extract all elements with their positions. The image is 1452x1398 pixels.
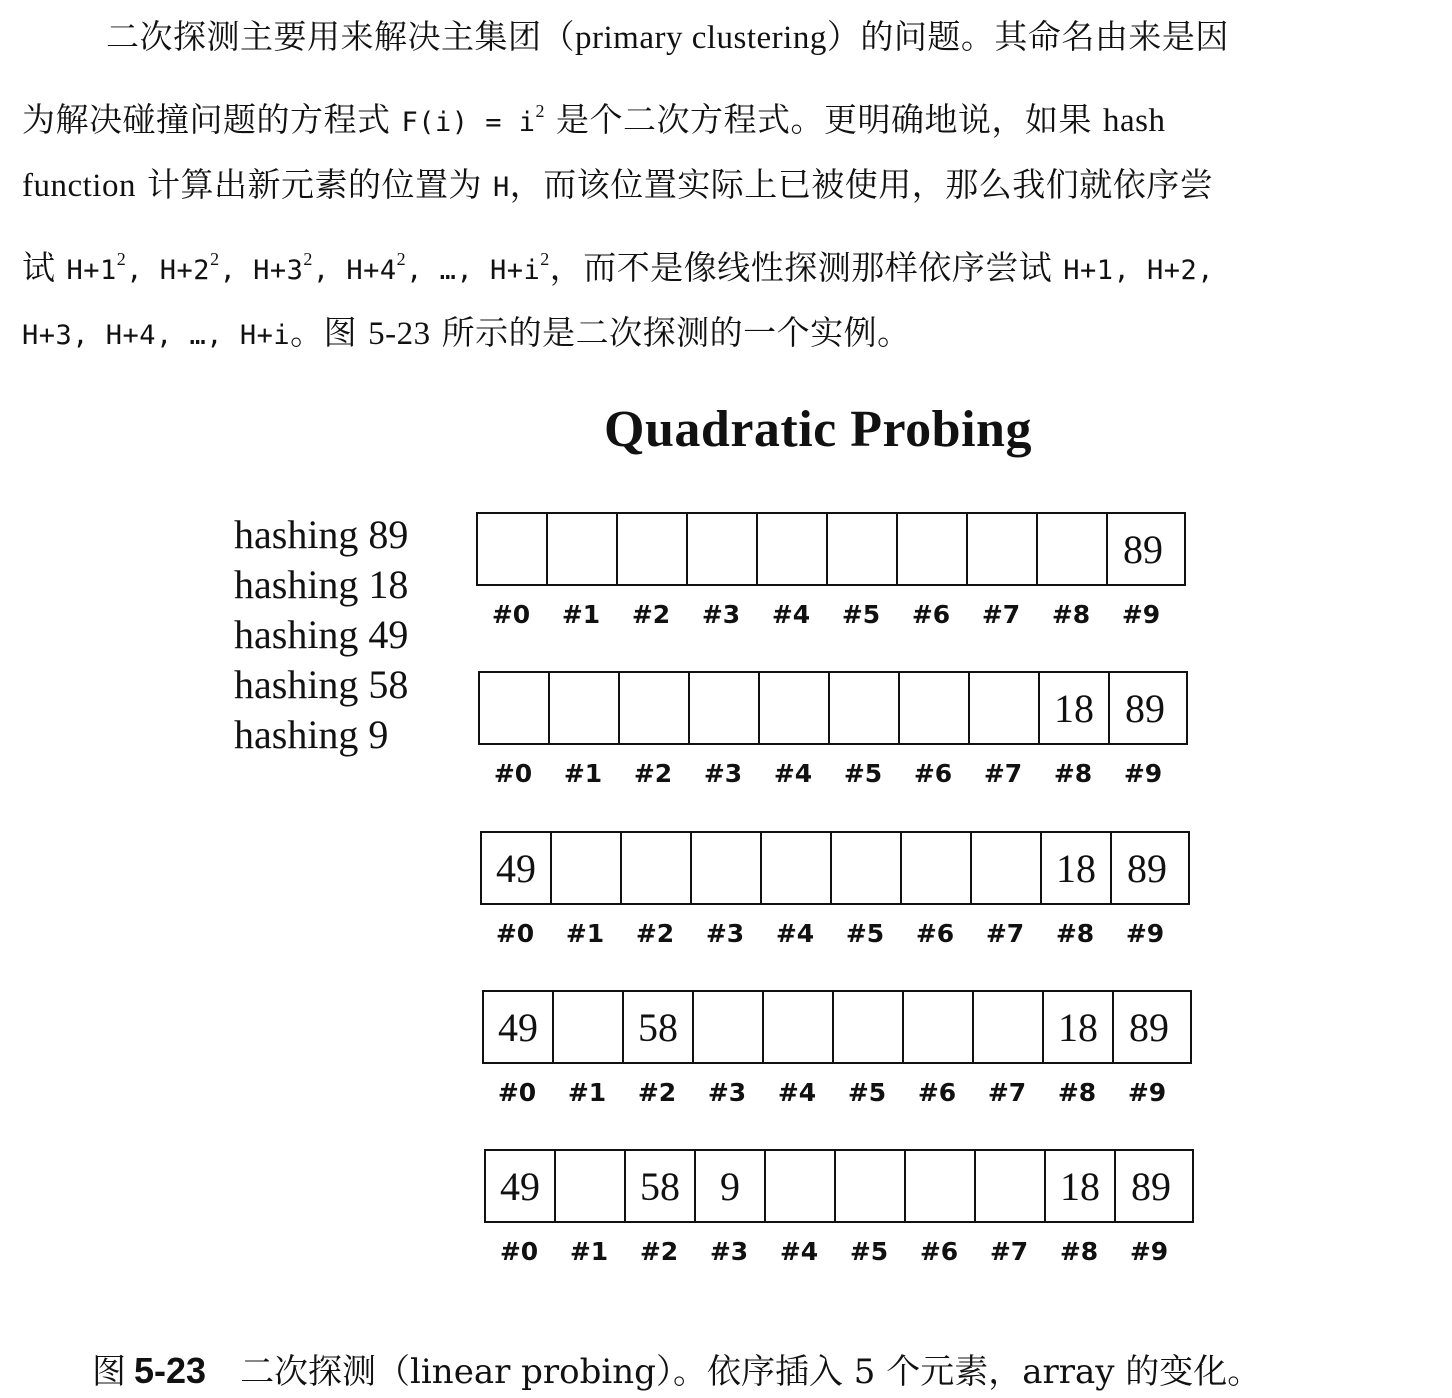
figure-title: Quadratic Probing — [604, 401, 1032, 458]
caption-text: 二次探测（linear probing）。依序插入 5 个元素，array 的变化。 — [240, 1352, 1262, 1392]
caption-number: 5-23 — [134, 1350, 207, 1391]
step-item: hashing 18 — [234, 562, 409, 607]
superscript: 2 — [116, 249, 127, 269]
index-label: #8 — [1059, 1237, 1099, 1266]
index-label: #0 — [493, 759, 533, 788]
array-cell — [902, 833, 972, 903]
array-cell — [480, 673, 550, 743]
text-run: , — [219, 255, 254, 286]
index-label: #0 — [495, 919, 535, 948]
array-cell — [478, 514, 548, 584]
formula-code: H — [492, 172, 510, 203]
index-label: #3 — [705, 919, 745, 948]
text-run: 所示的是二次探测的一个实例。 — [430, 313, 911, 352]
index-label: #2 — [635, 919, 675, 948]
index-label: #2 — [639, 1237, 679, 1266]
array-cell: 58 — [626, 1151, 696, 1221]
paragraph-line-1 — [22, 0, 1422, 74]
index-label: #1 — [565, 919, 605, 948]
array-cell — [1038, 514, 1108, 584]
index-label: #0 — [491, 600, 531, 629]
index-label: #1 — [561, 600, 601, 629]
array-cell: 89 — [1123, 526, 1163, 572]
formula-code: F(i) = i — [401, 107, 536, 138]
array-cells — [482, 990, 1192, 1064]
array-snapshot — [478, 671, 1198, 791]
text-run: ，而不是像线性探测那样依序尝试 — [549, 248, 1064, 287]
array-cell — [832, 833, 902, 903]
array-cell — [556, 1151, 626, 1221]
index-label: #2 — [631, 600, 671, 629]
index-label: #5 — [841, 600, 881, 629]
index-label: #4 — [775, 919, 815, 948]
figure-caption — [92, 1344, 1261, 1393]
array-snapshot — [476, 512, 1196, 632]
step-item: hashing 58 — [234, 662, 409, 707]
array-cell — [974, 992, 1044, 1062]
array-cell — [830, 673, 900, 743]
array-cell — [620, 673, 690, 743]
index-label: #8 — [1057, 1078, 1097, 1107]
array-cell — [554, 992, 624, 1062]
array-cell — [762, 833, 832, 903]
index-label: #0 — [499, 1237, 539, 1266]
index-label: #5 — [845, 919, 885, 948]
index-label: #2 — [633, 759, 673, 788]
superscript: 2 — [540, 249, 550, 269]
array-cell — [692, 833, 762, 903]
text-run-latin: function — [22, 168, 136, 204]
insertion-steps — [234, 510, 408, 760]
text-run: 是个二次方程式。更明确地说，如果 — [545, 100, 1104, 139]
array-cell — [690, 673, 760, 743]
array-cell — [760, 673, 830, 743]
formula-code: H+4 — [346, 255, 397, 286]
index-label: #3 — [707, 1078, 747, 1107]
index-label: #0 — [497, 1078, 537, 1107]
array-cell: 89 — [1131, 1163, 1171, 1209]
index-labels — [478, 759, 1184, 788]
paragraph-line-5 — [22, 296, 1422, 370]
index-label: #6 — [915, 919, 955, 948]
array-cell: 18 — [1040, 673, 1110, 743]
superscript: 2 — [396, 249, 407, 269]
formula-code: H+i — [489, 255, 541, 286]
index-label: #3 — [701, 600, 741, 629]
index-label: #8 — [1053, 759, 1093, 788]
step-item: hashing 49 — [234, 612, 409, 657]
text-run-latin: primary clustering — [575, 20, 827, 56]
array-cell: 49 — [486, 1151, 556, 1221]
formula-code: H+2 — [159, 255, 211, 286]
array-cell — [618, 514, 688, 584]
array-cells — [478, 671, 1188, 745]
array-cell: 18 — [1042, 833, 1112, 903]
formula-code: H+3, H+4, …, H+i — [22, 320, 291, 351]
formula-code: H+1 — [66, 255, 117, 286]
index-label: #5 — [847, 1078, 887, 1107]
text-run-latin: hash — [1103, 103, 1166, 139]
array-cell — [552, 833, 622, 903]
array-cell: 18 — [1044, 992, 1114, 1062]
array-cell — [550, 673, 620, 743]
index-label: #6 — [913, 759, 953, 788]
index-label: #1 — [569, 1237, 609, 1266]
index-label: #7 — [987, 1078, 1027, 1107]
array-cells — [484, 1149, 1194, 1223]
index-label: #8 — [1055, 919, 1095, 948]
superscript: 2 — [535, 101, 546, 121]
caption-prefix: 图 — [92, 1352, 126, 1392]
array-cell: 89 — [1127, 845, 1167, 891]
index-label: #6 — [917, 1078, 957, 1107]
array-cell — [972, 833, 1042, 903]
text-run: 二次探测主要用来解决主集团（ — [106, 17, 575, 56]
array-cells — [480, 831, 1190, 905]
text-run: ，而该位置实际上已被使用，那么我们就依序尝 — [509, 165, 1214, 204]
array-snapshot — [484, 1149, 1204, 1269]
array-cell — [898, 514, 968, 584]
step-item: hashing 9 — [234, 712, 389, 757]
array-cell — [766, 1151, 836, 1221]
text-run: 试 — [22, 248, 67, 287]
paragraph-line-3 — [22, 148, 1422, 222]
index-labels — [476, 600, 1182, 629]
index-label: #5 — [843, 759, 883, 788]
index-label: #6 — [919, 1237, 959, 1266]
array-cell — [548, 514, 618, 584]
array-snapshot — [480, 831, 1200, 951]
figure-reference: 5-23 — [368, 316, 431, 352]
array-cell: 89 — [1125, 685, 1165, 731]
index-labels — [482, 1078, 1188, 1107]
array-cell — [900, 673, 970, 743]
array-cell — [828, 514, 898, 584]
index-labels — [480, 919, 1186, 948]
text-run: 计算出新元素的位置为 — [135, 165, 493, 204]
text-run: , — [312, 255, 347, 286]
index-label: #1 — [567, 1078, 607, 1107]
array-cell: 49 — [484, 992, 554, 1062]
index-label: #7 — [981, 600, 1021, 629]
index-label: #7 — [989, 1237, 1029, 1266]
index-label: #6 — [911, 600, 951, 629]
array-cell — [970, 673, 1040, 743]
index-label: #4 — [771, 600, 811, 629]
array-cell — [688, 514, 758, 584]
array-snapshot — [482, 990, 1202, 1110]
array-cell: 89 — [1129, 1004, 1169, 1050]
array-cell — [622, 833, 692, 903]
formula-code: H+1, H+2, — [1063, 255, 1215, 286]
index-label: #9 — [1129, 1237, 1169, 1266]
step-item: hashing 89 — [234, 512, 409, 557]
index-label: #2 — [637, 1078, 677, 1107]
formula-code: H+3 — [253, 255, 304, 286]
superscript: 2 — [303, 249, 313, 269]
index-label: #1 — [563, 759, 603, 788]
paragraph-line-2 — [22, 74, 1422, 148]
index-label: #9 — [1127, 1078, 1167, 1107]
array-cells — [476, 512, 1186, 586]
index-label: #7 — [985, 919, 1025, 948]
index-label: #4 — [773, 759, 813, 788]
index-label: #8 — [1051, 600, 1091, 629]
array-cell: 49 — [482, 833, 552, 903]
index-label: #4 — [777, 1078, 817, 1107]
text-run: ）的问题。其命名由来是因 — [826, 17, 1229, 56]
paragraph-line-4 — [22, 222, 1422, 296]
index-labels — [484, 1237, 1190, 1266]
index-label: #9 — [1123, 759, 1163, 788]
text-run: 为解决碰撞问题的方程式 — [22, 100, 402, 139]
array-cell — [764, 992, 834, 1062]
index-label: #3 — [709, 1237, 749, 1266]
array-cell — [976, 1151, 1046, 1221]
text-run: , — [126, 255, 160, 286]
text-run: 。图 — [290, 313, 369, 352]
array-cell — [904, 992, 974, 1062]
text-run: , …, — [406, 255, 490, 286]
index-label: #9 — [1121, 600, 1161, 629]
array-cell — [968, 514, 1038, 584]
array-cell: 9 — [696, 1151, 766, 1221]
array-cell: 18 — [1046, 1151, 1116, 1221]
array-cell — [836, 1151, 906, 1221]
index-label: #4 — [779, 1237, 819, 1266]
index-label: #9 — [1125, 919, 1165, 948]
array-cell: 58 — [624, 992, 694, 1062]
index-label: #5 — [849, 1237, 889, 1266]
index-label: #3 — [703, 759, 743, 788]
array-cell — [834, 992, 904, 1062]
superscript: 2 — [210, 249, 220, 269]
body-paragraph — [22, 0, 1422, 370]
array-cell — [906, 1151, 976, 1221]
index-label: #7 — [983, 759, 1023, 788]
array-cell — [758, 514, 828, 584]
array-cell — [694, 992, 764, 1062]
